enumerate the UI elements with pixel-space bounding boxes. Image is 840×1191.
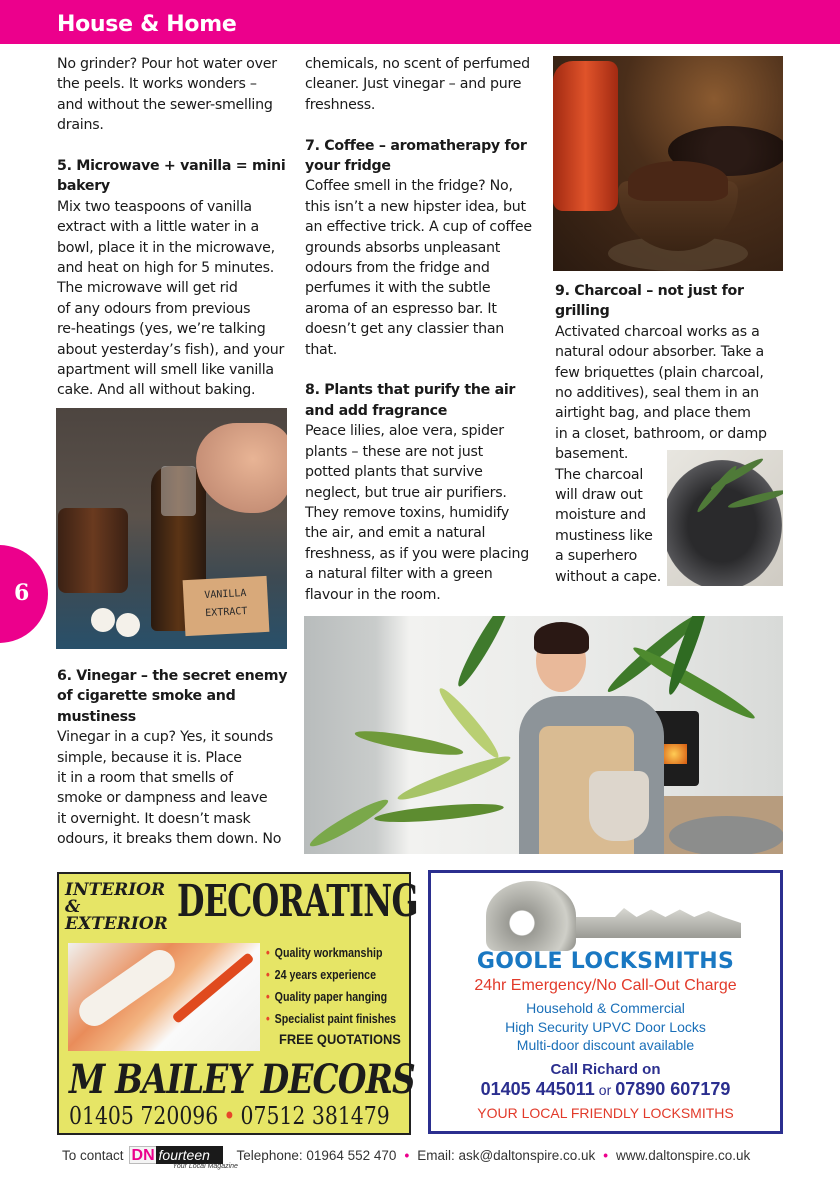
ad-bullet: • 24 years experience bbox=[266, 967, 377, 982]
tip-8-heading: 8. Plants that purify the air and add fragrance bbox=[305, 382, 516, 419]
ad-bullet: • Specialist paint finishes bbox=[266, 1011, 397, 1026]
phone-number[interactable]: 07890 607179 bbox=[615, 1079, 731, 1099]
woman-with-houseplants-photo bbox=[304, 616, 783, 854]
tip-5-body: Mix two teaspoons of vanilla extract with a little water in a bowl, place it in the microwave, and heat on high for 5 minutes. The microwave will get rid of any odours from previous re-heatings (yes, we’re talking about yesterday’s fish), and your apartment will smell like vanilla cake. And all without baking. bbox=[57, 198, 285, 399]
service-line: High Security UPVC Door Locks bbox=[505, 1019, 706, 1035]
tip-9-heading: 9. Charcoal – not just for grilling bbox=[555, 283, 744, 320]
locksmith-advert[interactable] bbox=[428, 870, 783, 1134]
phone-number[interactable]: 01405 445011 bbox=[480, 1079, 595, 1099]
bullet-icon: • bbox=[603, 1148, 608, 1163]
free-quotations: FREE QUOTATIONS bbox=[279, 1031, 401, 1047]
bullet-icon: • bbox=[266, 1011, 270, 1026]
service-line: Multi-door discount available bbox=[516, 1037, 695, 1053]
emergency-line: 24hr Emergency/No Call-Out Charge bbox=[474, 977, 737, 994]
paint-brush-shape bbox=[171, 952, 254, 1024]
tip-6-body: Vinegar in a cup? Yes, it sounds simple, because it is. Place it in a room that smells of smoke or dampness and leave it overnight. It doesn’t mask odours, it breaks them down. No bbox=[57, 729, 282, 848]
tip-5-heading: 5. Microwave + vanilla = mini bakery bbox=[57, 158, 286, 195]
business-name: M BAILEY DECORS bbox=[69, 1056, 415, 1103]
leaf-shape bbox=[374, 800, 505, 825]
footer-email-link[interactable]: Email: ask@daltonspire.co.uk bbox=[417, 1148, 596, 1163]
flower-icon bbox=[91, 608, 115, 632]
leaf-shape bbox=[453, 616, 515, 690]
page-number: 6 bbox=[14, 580, 30, 606]
locksmith-phone-numbers: 01405 445011 or 07890 607179 bbox=[480, 1079, 731, 1099]
tip-8-body: Peace lilies, aloe vera, spider plants – these are not just potted plants that survive neglect, but true air purifiers. They remove toxins, humidify the air, and emit a natural freshness, as if you were placing a natural filter with a green flavour in the room. bbox=[305, 423, 529, 603]
ad-bullet: • Quality workmanship bbox=[266, 945, 383, 960]
rug-shape bbox=[669, 816, 783, 854]
body-line: No grinder? Pour hot water over bbox=[57, 56, 277, 72]
tip-7-heading: 7. Coffee – aromatherapy for your fridge bbox=[305, 137, 527, 175]
dnfourteen-logo: DN fourteen Your Local Magazine bbox=[129, 1146, 223, 1170]
call-line: Call Richard on bbox=[550, 1061, 661, 1078]
paint-roller-brush-image bbox=[68, 943, 260, 1051]
ad-bullet: • Quality paper hanging bbox=[266, 989, 388, 1004]
jar-shape bbox=[58, 508, 128, 593]
leaf-shape bbox=[354, 727, 465, 760]
fire-shape bbox=[661, 744, 687, 764]
vanilla-label: VANILLA EXTRACT bbox=[183, 576, 270, 636]
decorating-advert[interactable] bbox=[57, 872, 418, 1135]
plant-pot-shape bbox=[589, 771, 649, 841]
flower-icon bbox=[116, 613, 140, 637]
tip-7-body: Coffee smell in the fridge? No, this isn’t a new hipster idea, but an effective trick. A cup of coffee grounds absorbs unpleasant odours from the fridge and perfumes it with the subtle aroma of an espresso bar. It doesn’t get any classier than that. bbox=[305, 178, 532, 358]
column-1-bottom bbox=[57, 666, 292, 850]
locksmith-tagline: YOUR LOCAL FRIENDLY LOCKSMITHS bbox=[477, 1105, 734, 1121]
key-head-icon bbox=[486, 881, 576, 951]
ad-headline-big: DECORATING bbox=[177, 876, 418, 927]
vanilla-extract-photo bbox=[56, 408, 287, 649]
footer-contact-bar bbox=[62, 1148, 782, 1172]
leaf-shape bbox=[395, 751, 513, 805]
section-header-bar bbox=[0, 0, 840, 44]
to-contact-label: To contact bbox=[62, 1148, 124, 1163]
coffee-grounds-shape bbox=[628, 161, 728, 201]
tip-9-body: Activated charcoal works as a natural odour absorber. Take a few briquettes (plain charcoal, no additives), seal them in an airtight bag, and place them in a closet, bathroom, or damp basement. The charcoal will draw out moisture and mustiness like a superhero without a cape. bbox=[555, 323, 767, 585]
hand-shape bbox=[196, 423, 287, 513]
column-2: chemicals, no scent of perfumed cleaner. Just vinegar – and pure freshness. 7. Coffee – aromatherapy for your fridge Coffee smell in the fridge? No, this isn’t a new hipster idea, but an effective trick. A cup of coffee grounds absorbs unpleasant odours from the fridge and perfumes it with the subtle aroma of an espresso bar. It doesn’t get any classier than that. 8. Plants that purify the air and add fragrance Peace lilies, aloe vera, spider plants – these are not just potted plants that survive neglect, but true air purifiers. They remove toxins, humidify the air, and emit a natural freshness, as if you were placing a natural filter with a green flavour in the room. bbox=[305, 54, 550, 605]
key-icon bbox=[561, 908, 741, 938]
phone-number[interactable]: 07512 381479 bbox=[240, 1102, 390, 1130]
bottle-neck-shape bbox=[161, 466, 196, 516]
bullet-icon: • bbox=[266, 967, 270, 982]
body-line: and without the sewer-smelling bbox=[57, 96, 273, 113]
charcoal-bowl-photo bbox=[667, 450, 783, 586]
ad-headline-small: INTERIOR & EXTERIOR bbox=[65, 880, 168, 934]
locksmith-title: GOOLE LOCKSMITHS bbox=[476, 949, 735, 974]
ad-bullet-list bbox=[266, 942, 425, 1030]
tip-6-heading: 6. Vinegar – the secret enemy of cigarette smoke and mustiness bbox=[57, 668, 288, 725]
bullet-icon: • bbox=[266, 945, 270, 960]
body-line: the peels. It works wonders – bbox=[57, 76, 257, 93]
service-line: Household & Commercial bbox=[526, 1000, 685, 1016]
paint-roller-shape bbox=[73, 944, 180, 1032]
ad-phone-numbers: 01405 720096 • 07512 381479 bbox=[69, 1102, 390, 1130]
footer-website-link[interactable]: www.daltonspire.co.uk bbox=[615, 1148, 751, 1163]
phone-number[interactable]: 01405 720096 bbox=[69, 1102, 219, 1130]
bullet-icon: • bbox=[266, 989, 270, 1004]
red-cup-shape bbox=[553, 61, 618, 211]
footer-telephone[interactable]: Telephone: 01964 552 470 bbox=[236, 1148, 397, 1163]
body-line: drains. bbox=[57, 117, 104, 134]
column-1-top bbox=[57, 54, 292, 401]
coffee-grounds-photo bbox=[553, 56, 783, 271]
bullet-icon: • bbox=[404, 1148, 410, 1163]
leaf-shape bbox=[307, 794, 392, 851]
section-title: House & Home bbox=[57, 12, 237, 37]
person-hair-shape bbox=[534, 622, 589, 654]
